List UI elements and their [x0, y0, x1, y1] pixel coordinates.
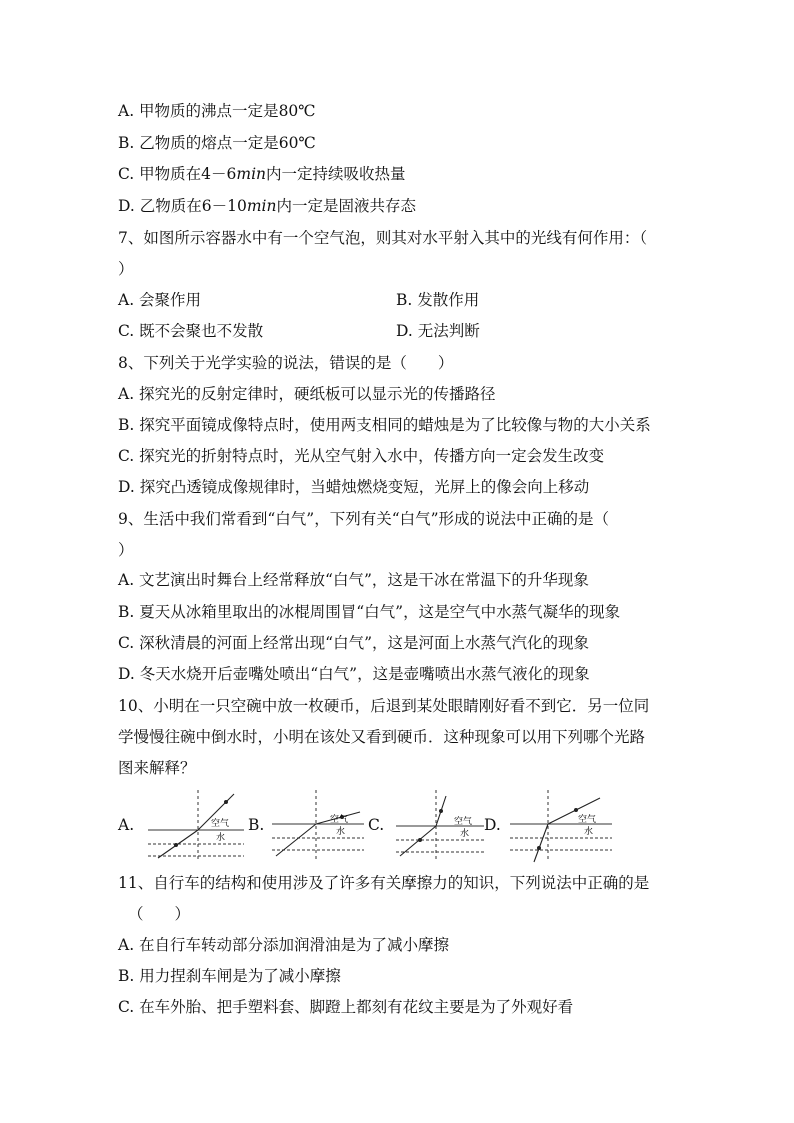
q6-option-c-text: C. 甲物质在	[118, 165, 202, 183]
q10-diagram-a-label: A.	[118, 816, 135, 834]
q8-option-b: B. 探究平面镜成像特点时，使用两支相同的蜡烛是为了比较像与物的大小关系	[118, 416, 651, 434]
q6-option-c-unit: min	[236, 165, 267, 183]
q10-diagram-a	[138, 786, 248, 864]
q6-option-c	[118, 164, 406, 184]
light-ray-water	[534, 824, 548, 862]
q6-option-d-text: D. 乙物质在	[118, 197, 202, 215]
q7-option-d: D. 无法判断	[396, 322, 480, 340]
light-ray-water	[276, 824, 316, 856]
q11-stem: 11、自行车的结构和使用涉及了许多有关摩擦力的知识，下列说法中正确的是	[118, 874, 650, 892]
q6-option-a-unit: ℃	[298, 102, 316, 120]
q7-option-b: B. 发散作用	[396, 291, 480, 309]
air-label: 空气	[454, 816, 473, 826]
arrow-marker	[574, 808, 578, 812]
q7-stem: 7、如图所示容器水中有一个空气泡，则其对水平射入其中的光线有何作用：（	[118, 229, 648, 247]
q10-diagrams	[118, 786, 638, 866]
q10-diagram-c	[388, 786, 488, 864]
q8-stem: 8、下列关于光学实验的说法，错误的是（ ）	[118, 354, 454, 372]
q9-option-c: C. 深秋清晨的河面上经常出现“白气”，这是河面上水蒸气汽化的现象	[118, 634, 590, 652]
arrow-marker	[224, 800, 228, 804]
q7-option-c: C. 既不会聚也不发散	[118, 322, 264, 340]
q10-diagram-b-label: B.	[248, 816, 265, 834]
water-label: 水	[584, 826, 594, 836]
q6-option-c-rest: 内一定持续吸收热量	[266, 165, 406, 183]
q9-option-a: A. 文艺演出时舞台上经常释放“白气”，这是干冰在常温下的升华现象	[118, 571, 589, 589]
q9-stem: 9、生活中我们常看到“白气”，下列有关“白气”形成的说法中正确的是（	[118, 510, 610, 528]
water-label: 水	[336, 826, 346, 836]
q6-option-d-unit: min	[246, 197, 277, 215]
q6-option-a-text: A. 甲物质的沸点一定是	[118, 102, 279, 120]
q6-option-b-number: 60	[278, 134, 299, 152]
arrow-marker	[174, 843, 178, 847]
q11-stem-cont: （ ）	[128, 905, 191, 923]
q10-diagram-c-label: C.	[368, 816, 385, 834]
q6-option-d-rest: 内一定是固液共存态	[276, 197, 416, 215]
q8-option-a: A. 探究光的反射定律时，硬纸板可以显示光的传播路径	[118, 385, 496, 403]
q7-option-a: A. 会聚作用	[118, 291, 202, 309]
q11-option-b: B. 用力捏刹车闸是为了减小摩擦	[118, 967, 341, 985]
q8-option-c: C. 探究光的折射特点时，光从空气射入水中，传播方向一定会发生改变	[118, 447, 605, 465]
q6-option-b	[118, 133, 316, 153]
q6-option-b-unit: ℃	[298, 134, 316, 152]
q10-stem-line-1: 10、小明在一只空碗中放一枚硬币，后退到某处眼睛刚好看不到它．另一位同	[118, 697, 650, 715]
air-label: 空气	[211, 818, 230, 828]
q6-option-b-text: B. 乙物质的熔点一定是	[118, 134, 279, 152]
q10-diagram-d	[506, 786, 616, 864]
air-label: 空气	[578, 814, 597, 824]
q9-option-b: B. 夏天从冰箱里取出的冰棍周围冒“白气”，这是空气中水蒸气凝华的现象	[118, 603, 621, 621]
q10-stem-line-3: 图来解释？	[118, 759, 196, 777]
water-label: 水	[216, 832, 226, 842]
air-label: 空气	[330, 814, 349, 824]
q6-option-a	[118, 101, 316, 121]
q6-option-c-range: 4－6	[201, 165, 237, 183]
arrow-marker	[439, 809, 443, 813]
q9-option-d: D. 冬天水烧开后壶嘴处喷出“白气”，这是壶嘴喷出水蒸气液化的现象	[118, 665, 590, 683]
arrow-marker	[537, 846, 541, 850]
q10-stem-line-2: 学慢慢往碗中倒水时，小明在该处又看到硬币．这种现象可以用下列哪个光路	[118, 728, 646, 746]
q10-diagram-d-label: D.	[484, 816, 501, 834]
q6-option-a-number: 80	[278, 102, 299, 120]
q11-option-c: C. 在车外胎、把手塑料套、脚蹬上都刻有花纹主要是为了外观好看	[118, 998, 574, 1016]
q8-option-d: D. 探究凸透镜成像规律时，当蜡烛燃烧变短，光屏上的像会向上移动	[118, 478, 590, 496]
water-label: 水	[460, 828, 470, 838]
q11-option-a: A. 在自行车转动部分添加润滑油是为了减小摩擦	[118, 936, 450, 954]
q6-option-d-range: 6－10	[201, 197, 247, 215]
q9-stem-cont: ）	[118, 541, 134, 559]
q6-option-d	[118, 196, 416, 216]
arrow-marker	[418, 838, 422, 842]
q10-diagram-b	[268, 786, 368, 864]
q7-stem-cont: ）	[118, 260, 134, 278]
